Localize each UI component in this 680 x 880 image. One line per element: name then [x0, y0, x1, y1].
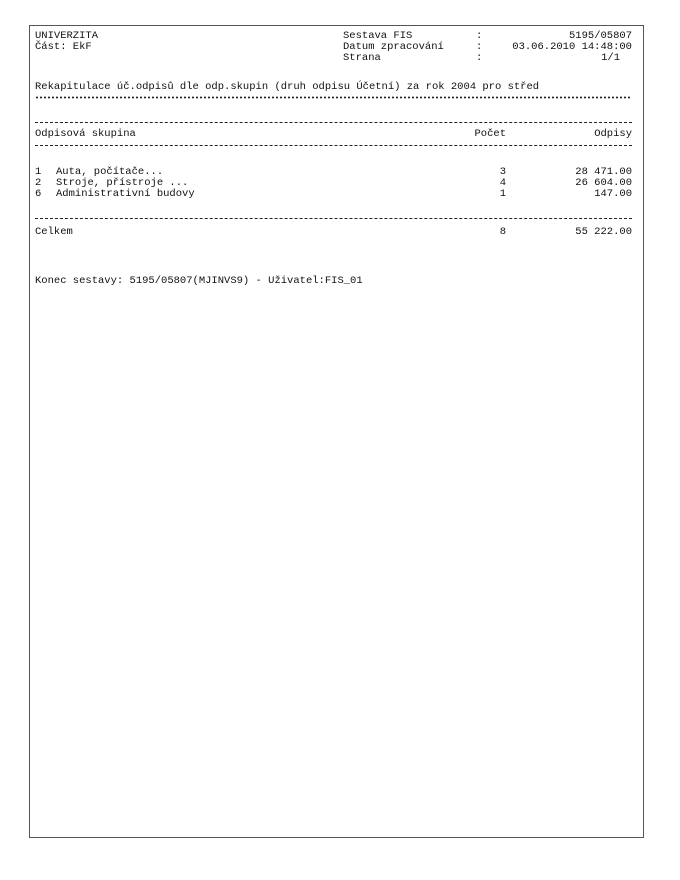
- org-name: UNIVERZITA: [35, 30, 99, 42]
- header-bottom-rule: [35, 145, 632, 146]
- total-count: 8: [499, 226, 506, 238]
- row-name: Administrativní budovy: [56, 188, 195, 200]
- star-divider: [35, 95, 632, 100]
- report-page: [29, 25, 644, 838]
- column-amount: Odpisy: [594, 128, 632, 140]
- report-label: Sestava FIS: [343, 30, 413, 42]
- total-label: Celkem: [35, 226, 73, 238]
- date-separator: :: [476, 41, 483, 53]
- report-number: 5195/05807: [568, 30, 632, 42]
- row-count: 1: [499, 188, 506, 200]
- row-amount: 147.00: [594, 188, 632, 200]
- row-code: 2: [35, 177, 42, 189]
- processing-date: 03.06.2010 14:48:00: [512, 41, 632, 53]
- row-code: 6: [35, 188, 42, 200]
- report-separator: :: [476, 30, 483, 42]
- row-amount: 26 604.00: [575, 177, 632, 189]
- row-code: 1: [35, 166, 42, 178]
- row-count: 4: [499, 177, 506, 189]
- row-amount: 28 471.00: [575, 166, 632, 178]
- page-separator: :: [476, 52, 483, 64]
- header-top-rule: [35, 122, 632, 123]
- column-group: Odpisová skupina: [35, 128, 136, 140]
- column-count: Počet: [474, 128, 506, 140]
- org-part: Část: EkF: [35, 41, 92, 53]
- row-name: Auta, počítače...: [56, 166, 164, 178]
- row-count: 3: [499, 166, 506, 178]
- report-footer: Konec sestavy: 5195/05807(MJINVS9) - Uživatel:FIS_01: [35, 275, 363, 287]
- report-title: Rekapitulace úč.odpisů dle odp.skupin (druh odpisu Účetní) za rok 2004 pro střed: [35, 81, 540, 93]
- page-number: 1/1: [601, 52, 620, 64]
- total-rule: [35, 218, 632, 219]
- total-amount: 55 222.00: [575, 226, 632, 238]
- date-label: Datum zpracování: [343, 41, 444, 53]
- row-name: Stroje, přístroje ...: [56, 177, 189, 189]
- page-label: Strana: [343, 52, 381, 64]
